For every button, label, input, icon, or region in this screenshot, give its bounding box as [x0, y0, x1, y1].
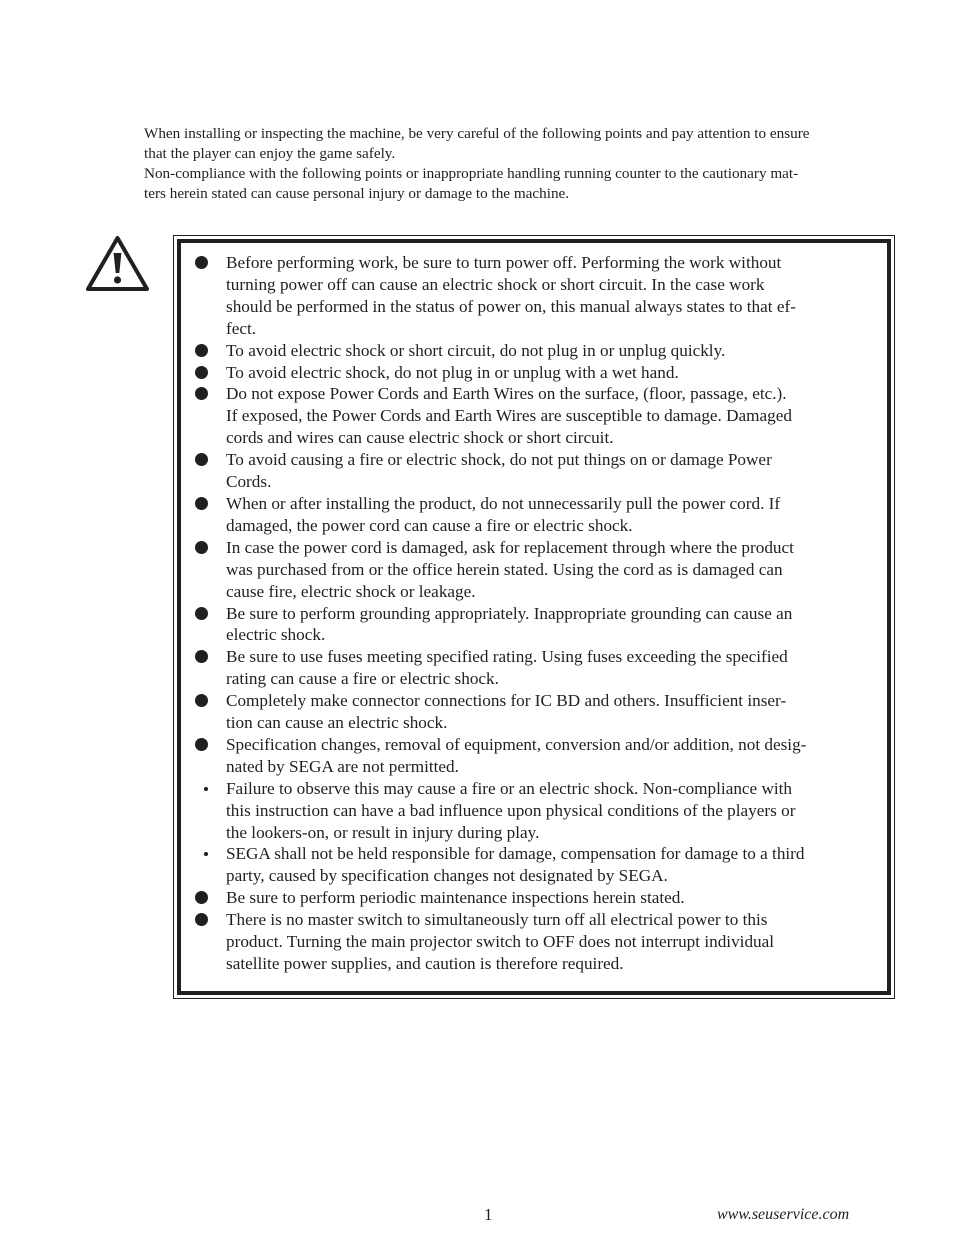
bullet-icon	[193, 383, 213, 405]
warning-list-item-line: should be performed in the status of power on, this manual always states to that ef-	[226, 296, 796, 316]
bullet-icon	[193, 887, 213, 909]
warning-list-item-line: product. Turning the main projector switch to OFF does not interrupt individual	[226, 932, 775, 952]
warning-list-item-line: rating can cause a fire or electric shock.	[226, 669, 499, 689]
footer-website: www.seuservice.com	[717, 1206, 850, 1223]
warning-list-item	[193, 340, 865, 362]
intro-line: ters herein stated can cause personal injury or damage to the machine.	[144, 185, 570, 202]
warning-list-item	[193, 252, 865, 340]
warning-list-item-line: fect.	[226, 318, 257, 338]
warning-list-item-line: To avoid electric shock or short circuit, do not plug in or unplug quickly.	[226, 340, 726, 360]
warning-list-item-line: Be sure to perform grounding appropriately. Inappropriate grounding can cause an	[226, 603, 793, 623]
bullet-icon	[193, 603, 213, 625]
bullet-icon	[193, 449, 213, 471]
warning-list-item-line: electric shock.	[226, 625, 326, 645]
warning-list-item-line: In case the power cord is damaged, ask for replacement through where the product	[226, 537, 794, 557]
warning-list-item-line: Do not expose Power Cords and Earth Wires on the surface, (floor, passage, etc.).	[226, 384, 787, 404]
warning-list-item	[193, 734, 865, 778]
intro-line: Non-compliance with the following points or inappropriate handling running counter to the cautionary mat-	[144, 165, 799, 182]
warning-list-item-line: Be sure to use fuses meeting specified rating. Using fuses exceeding the specified	[226, 647, 788, 667]
warning-list-item-line: this instruction can have a bad influence upon physical conditions of the players or	[226, 800, 796, 820]
sub-bullet-icon	[193, 778, 213, 800]
warning-list-item-line: satellite power supplies, and caution is therefore required.	[226, 954, 624, 973]
warning-list-item-line: To avoid causing a fire or electric shock, do not put things on or damage Power	[226, 450, 772, 470]
warning-list-item-line: Cords.	[226, 472, 272, 492]
intro-line: that the player can enjoy the game safely.	[144, 145, 396, 162]
warning-list-item-line: Be sure to perform periodic maintenance inspections herein stated.	[226, 888, 685, 908]
warning-triangle-exclamation-icon	[85, 235, 150, 292]
warning-list-item-line: the lookers-on, or result in injury during play.	[226, 822, 540, 842]
warning-list-item	[193, 537, 865, 603]
warning-list-item	[193, 493, 865, 537]
bullet-icon	[193, 646, 213, 668]
intro-paragraph	[144, 124, 904, 204]
bullet-icon	[193, 537, 213, 559]
warning-list-item-line: When or after installing the product, do not unnecessarily pull the power cord. If	[226, 493, 781, 513]
warning-list-item-line: If exposed, the Power Cords and Earth Wires are susceptible to damage. Damaged	[226, 406, 792, 426]
warning-list-item-line: Before performing work, be sure to turn power off. Performing the work without	[226, 253, 782, 272]
warning-list-item	[193, 603, 865, 647]
warning-list-item	[193, 449, 865, 493]
bullet-icon	[193, 493, 213, 515]
warning-list-item	[193, 778, 865, 844]
warning-list-item-line: Failure to observe this may cause a fire or an electric shock. Non-compliance with	[226, 778, 793, 798]
warning-list-item-line: tion can cause an electric shock.	[226, 713, 448, 733]
warning-list-item	[193, 690, 865, 734]
warning-list-item-line: turning power off can cause an electric shock or short circuit. In the case work	[226, 274, 765, 294]
bullet-icon	[193, 734, 213, 756]
bullet-icon	[193, 909, 213, 931]
bullet-icon	[193, 362, 213, 384]
warning-list-item-line: To avoid electric shock, do not plug in or unplug with a wet hand.	[226, 362, 679, 382]
warning-list-item	[193, 843, 865, 887]
warning-list-item-line: nated by SEGA are not permitted.	[226, 756, 459, 776]
warning-list-item-line: Specification changes, removal of equipment, conversion and/or addition, not desig-	[226, 734, 807, 754]
warning-list-item-line: damaged, the power cord can cause a fire or electric shock.	[226, 515, 633, 535]
warning-list-item	[193, 909, 865, 975]
intro-line: When installing or inspecting the machine, be very careful of the following points and pay attention to ensure	[144, 125, 810, 142]
bullet-icon	[193, 340, 213, 362]
warning-list-item	[193, 362, 865, 384]
warning-list-item-line: Completely make connector connections for IC BD and others. Insufficient inser-	[226, 691, 787, 711]
bullet-icon	[193, 252, 213, 274]
warning-list-item-line: cause fire, electric shock or leakage.	[226, 581, 476, 601]
warning-list	[193, 252, 865, 975]
page-number: 1	[484, 1205, 493, 1224]
warning-list-item-line: cords and wires can cause electric shock or short circuit.	[226, 428, 614, 448]
warning-list-item-line: party, caused by specification changes not designated by SEGA.	[226, 866, 668, 886]
sub-bullet-icon	[193, 843, 213, 865]
warning-list-item	[193, 887, 865, 909]
warning-list-item-line: was purchased from or the office herein stated. Using the cord as is damaged can	[226, 559, 783, 579]
warning-list-item	[193, 646, 865, 690]
bullet-icon	[193, 690, 213, 712]
warning-list-item-line: SEGA shall not be held responsible for damage, compensation for damage to a third	[226, 844, 805, 864]
warning-list-item	[193, 383, 865, 449]
warning-list-item-line: There is no master switch to simultaneously turn off all electrical power to this	[226, 910, 768, 930]
